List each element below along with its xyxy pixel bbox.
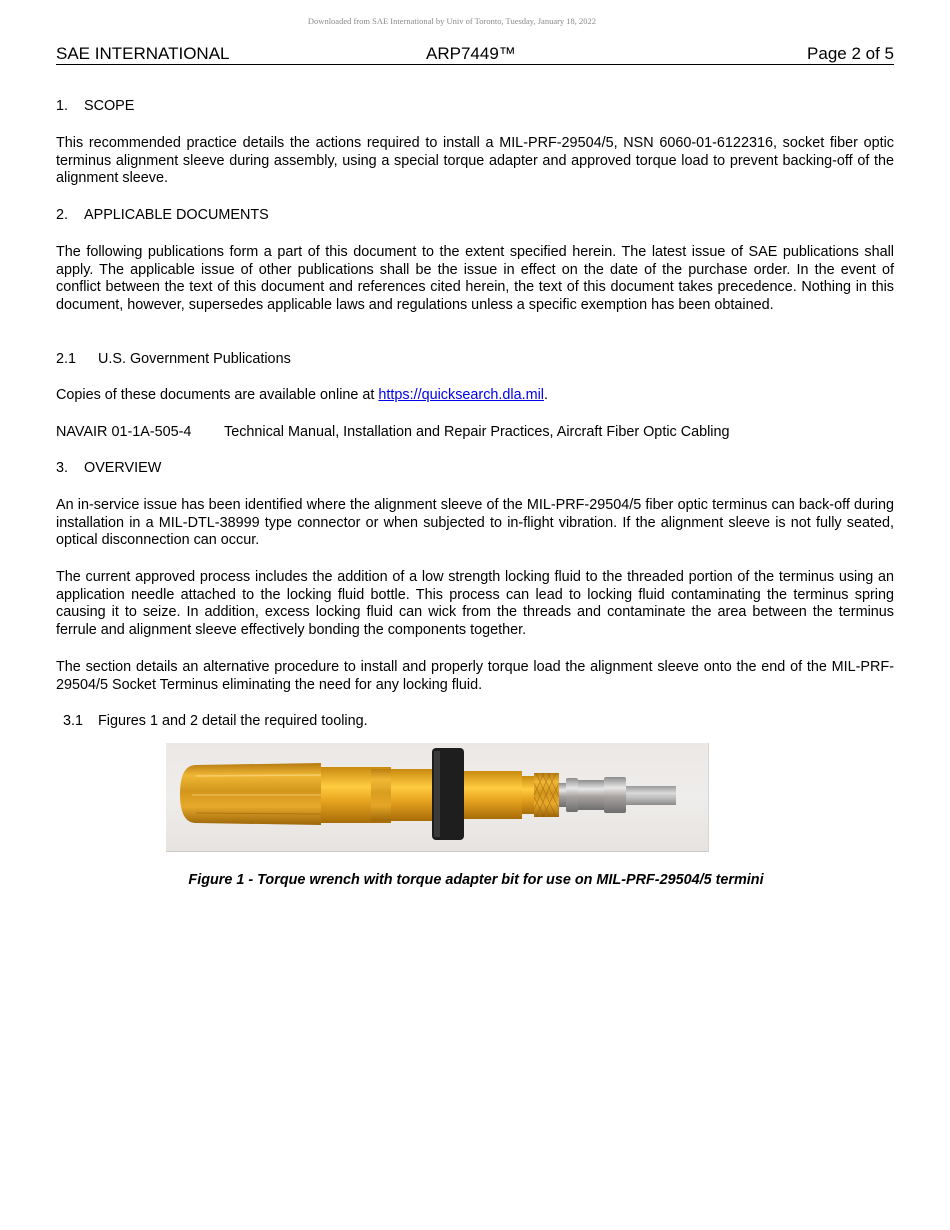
overview-paragraph-2: The current approved process includes the addition of a low strength locking fluid to the threaded portion of the terminus using an application needle attached to the locking fluid bottle. This process can lead to locking fluid contaminating the terminus spring causing it to seize. In addition, excess locking fluid can wick from the threads and contaminate the area between the terminus ferrule and alignment sleeve effectively bonding the components together. <box>56 569 894 638</box>
overview-paragraph-1: An in-service issue has been identified where the alignment sleeve of the MIL-PRF-29504/5 fiber optic terminus can back-off during installation in a MIL-DTL-38999 type connector or when subjected to in-flight vibration. If the alignment sleeve is not fully seated, optical disconnection can occur. <box>56 497 894 549</box>
header-page-number: Page 2 of 5 <box>807 44 894 63</box>
section-heading-applicable-documents: 2. APPLICABLE DOCUMENTS <box>56 207 269 223</box>
header-organization: SAE INTERNATIONAL <box>56 44 230 63</box>
figure-1-image <box>166 743 709 852</box>
scope-paragraph: This recommended practice details the actions required to install a MIL-PRF-29504/5, NSN 6060-01-6122316, socket fiber optic terminus alignment sleeve during assembly, using a special torque adapter and approved torque load to prevent backing-off of the alignment sleeve. <box>56 135 894 187</box>
figure-1-caption: Figure 1 - Torque wrench with torque adapter bit for use on MIL-PRF-29504/5 termini <box>188 872 764 888</box>
section-heading-overview: 3. OVERVIEW <box>56 460 162 476</box>
overview-paragraph-3: The section details an alternative procedure to install and properly torque load the alignment sleeve onto the end of the MIL-PRF-29504/5 Socket Terminus eliminating the need for any locking fluid. <box>56 659 894 693</box>
page-header <box>56 44 894 65</box>
applicable-documents-paragraph: The following publications form a part of this document to the extent specified herein. The latest issue of SAE publications shall apply. The applicable issue of other publications shall be the issue in effect on the date of the purchase order. In the event of conflict between the text of this document and references cited herein, the text of this document takes precedence. Nothing in this document, however, supersedes applicable laws and regulations unless a specific exemption has been obtained. <box>56 244 894 313</box>
reference-id: NAVAIR 01-1A-505-4 <box>56 424 192 440</box>
subsection-3-1: 3.1 Figures 1 and 2 detail the required tooling. <box>63 713 368 729</box>
torque-wrench-illustration <box>166 743 708 851</box>
header-document-id: ARP7449™ <box>426 44 516 63</box>
gov-publications-paragraph: Copies of these documents are available online at https://quicksearch.dla.mil. <box>56 387 548 403</box>
section-heading-gov-publications: 2.1 U.S. Government Publications <box>56 351 291 367</box>
download-watermark: Downloaded from SAE International by Univ of Toronto, Tuesday, January 18, 2022 <box>307 16 597 26</box>
reference-title: Technical Manual, Installation and Repair Practices, Aircraft Fiber Optic Cabling <box>224 424 730 440</box>
section-heading-scope: 1. SCOPE <box>56 98 135 114</box>
reference-navair <box>56 424 894 442</box>
quicksearch-link[interactable]: https://quicksearch.dla.mil <box>378 387 544 403</box>
